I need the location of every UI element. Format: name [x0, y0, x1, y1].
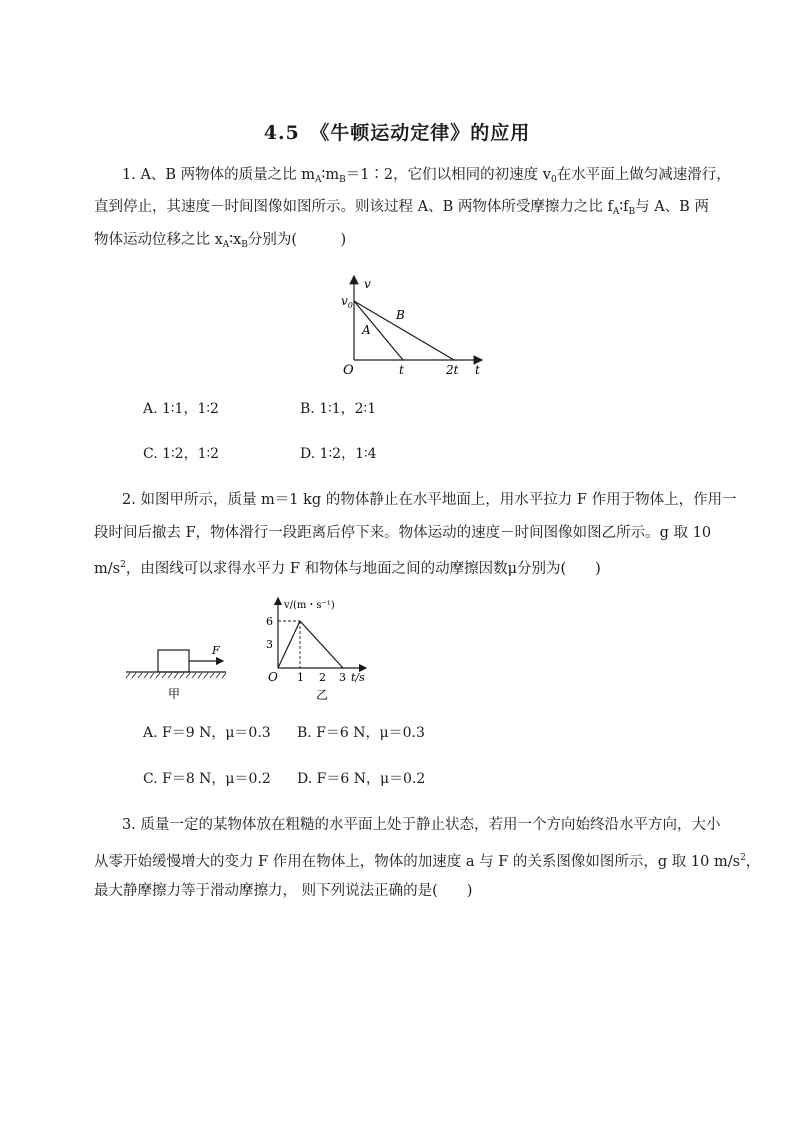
q2-figure-jia	[122, 640, 232, 702]
q1-option-c[interactable]: C. 1∶2，1∶2	[143, 446, 220, 462]
yi-x-label: t/s	[351, 671, 365, 684]
q1-line-3: 物体运动位移之比 $x_A∶x_B$分别为( )	[94, 232, 347, 250]
v-axis-label: v	[364, 277, 371, 291]
yi-tick-6: 6	[266, 615, 273, 628]
q1-line-1: 1. A、B 两物体的质量之比 $m_A∶m_B=1∶2$，它们以相同的初速度 $v_0$在水平面上做匀减速滑行，	[122, 167, 731, 185]
yi-tick-3: 3	[266, 638, 273, 651]
caption-jia: 甲	[168, 687, 181, 701]
yi-tick-x3: 3	[339, 671, 346, 684]
q2-figure-yi	[258, 593, 378, 705]
q3-line-1: 3. 质量一定的某物体放在粗糙的水平面上处于静止状态，若用一个方向始终沿水平方向，大小	[122, 817, 721, 833]
2t-tick-label: 2t	[446, 363, 459, 377]
label-a: A	[362, 323, 371, 337]
q2-option-b[interactable]: B. F＝6 N，μ＝0.3	[297, 725, 425, 741]
q2-option-c[interactable]: C. F＝8 N，μ＝0.2	[143, 771, 271, 787]
page-title: 4.5 《牛顿运动定律》的应用	[263, 122, 531, 144]
q2-option-a[interactable]: A. F＝9 N，μ＝0.3	[143, 725, 271, 741]
q1-option-a[interactable]: A. 1∶1，1∶2	[143, 401, 219, 417]
yi-accel-line	[278, 621, 300, 668]
q2-option-d[interactable]: D. F＝6 N，μ＝0.2	[297, 771, 426, 787]
q1-line-2: 直到停止，其速度－时间图像如图所示。则该过程 A、B 两物体所受摩擦力之比 $f_A∶f_B$与 A、B 两	[94, 199, 709, 217]
label-b: B	[396, 308, 405, 322]
q2-line-1: 2. 如图甲所示，质量 m＝1 kg 的物体静止在水平地面上，用水平拉力 F 作用于物体上，作用一	[122, 492, 737, 508]
block	[158, 650, 189, 672]
yi-tick-x1: 1	[297, 671, 304, 684]
caption-yi: 乙	[316, 688, 329, 702]
q2-line-3: $m/s^2$，由图线可以求得水平力 F 和物体与地面之间的动摩擦因数μ分别为( )	[94, 560, 601, 577]
v0-label: $v_0$	[341, 294, 353, 310]
q3-line-2: 从零开始缓慢增大的变力 F 作用在物体上，物体的加速度 a 与 F 的关系图像如图所示，g 取 10 $m/s^2$，	[94, 853, 761, 870]
q1-vt-graph	[330, 268, 500, 383]
force-label: F	[212, 644, 220, 657]
q3-line-3: 最大静摩擦力等于滑动摩擦力， 则下列说法正确的是( )	[94, 883, 473, 899]
q1-option-b[interactable]: B. 1∶1，2∶1	[300, 401, 377, 417]
yi-decel-line	[300, 621, 343, 668]
yi-y-label: v/(m・s⁻¹)	[284, 600, 335, 611]
q1-option-d[interactable]: D. 1∶2，1∶4	[300, 446, 377, 462]
ground-hatching	[126, 673, 226, 678]
origin-label: O	[343, 363, 354, 378]
t-axis-label: t	[475, 363, 480, 377]
q2-line-2: 段时间后撤去 F，物体滑行一段距离后停下来。物体运动的速度－时间图像如图乙所示。g 取 10	[94, 525, 712, 541]
yi-tick-x2: 2	[319, 671, 326, 684]
yi-origin: O	[268, 670, 278, 684]
t-tick-label: t	[399, 363, 404, 377]
